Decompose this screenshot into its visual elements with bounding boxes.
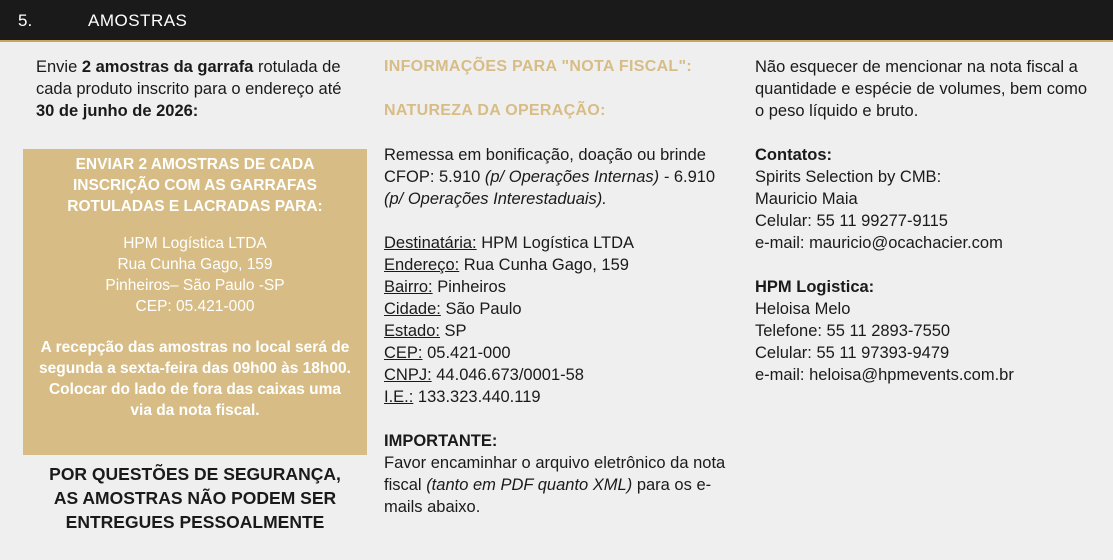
contacts-heading: Contatos: [755, 146, 832, 164]
section-title: AMOSTRAS [88, 11, 188, 30]
field-row: CNPJ: 44.046.673/0001-58 [384, 366, 584, 384]
intro-bold-deadline: 30 de junho de 2026: [36, 102, 199, 120]
invoice-info-heading: INFORMAÇÕES PARA "NOTA FISCAL": [384, 58, 693, 75]
field-row: Endereço: Rua Cunha Gago, 159 [384, 256, 629, 274]
field-row: Destinatária: HPM Logística LTDA [384, 234, 635, 252]
contacts-column: Não esquecer de mencionar na nota fiscal a quantidade e espécie de volumes, bem como o peso líquido e bruto. Contatos: Spirits Selection by CMB: Mauricio Maia Celular: 55 11 99277-9115 e-mail: mauricio@ocachacier.com HPM Logistica: Heloisa Melo Telefone: 55 11 2893-7550 Celular: 55 11 97393-9479 e-mail: heloisa@hpmevents.com.br [755, 56, 1095, 386]
shipping-address-box [23, 149, 367, 455]
box-reception-note: A recepção das amostras no local será de segunda a sexta-feira das 09h00 às 18h00. Colocar do lado de fora das caixas uma via da nota fiscal. [39, 339, 351, 419]
operation-nature-heading: NATUREZA DA OPERAÇÃO: [384, 102, 606, 119]
field-row: CEP: 05.421-000 [384, 344, 511, 362]
contact-email: e-mail: mauricio@ocachacier.com [755, 234, 1003, 252]
field-row: Bairro: Pinheiros [384, 278, 506, 296]
recipient-fields [384, 232, 729, 408]
hpm-heading: HPM Logistica: [755, 278, 875, 296]
box-address: HPM Logística LTDA Rua Cunha Gago, 159 Pinheiros– São Paulo -SP CEP: 05.421-000 [105, 235, 285, 315]
invoice-reminder: Não esquecer de mencionar na nota fiscal a quantidade e espécie de volumes, bem como o peso líquido e bruto. [755, 58, 1088, 120]
operation-description: Remessa em bonificação, doação ou brinde CFOP: 5.910 (p/ Operações Internas) - 6.910 (p/ Operações Interestaduais). [384, 146, 716, 208]
field-row: Cidade: São Paulo [384, 300, 522, 318]
hpm-email: e-mail: heloisa@hpmevents.com.br [755, 366, 1014, 384]
important-heading: IMPORTANTE: [384, 432, 498, 450]
box-heading: ENVIAR 2 AMOSTRAS DE CADA INSCRIÇÃO COM AS GARRAFAS ROTULADAS E LACRADAS PARA: [67, 156, 323, 215]
field-row: I.E.: 133.323.440.119 [384, 388, 541, 406]
section-number: 5. [18, 11, 33, 30]
intro-bold-quantity: 2 amostras da garrafa [81, 58, 254, 76]
section-header [0, 0, 1113, 42]
field-row: Estado: SP [384, 322, 467, 340]
intro-text: Envie 2 amostras da garrafa rotulada de cada produto inscrito para o endereço até 30 de junho de 2026: [36, 58, 342, 120]
invoice-info-column [384, 56, 729, 518]
important-text: Favor encaminhar o arquivo eletrônico da nota fiscal (tanto em PDF quanto XML) para os e-mails abaixo. [384, 454, 726, 516]
security-warning: POR QUESTÕES DE SEGURANÇA, AS AMOSTRAS NÃO PODEM SER ENTREGUES PESSOALMENTE [49, 464, 341, 532]
